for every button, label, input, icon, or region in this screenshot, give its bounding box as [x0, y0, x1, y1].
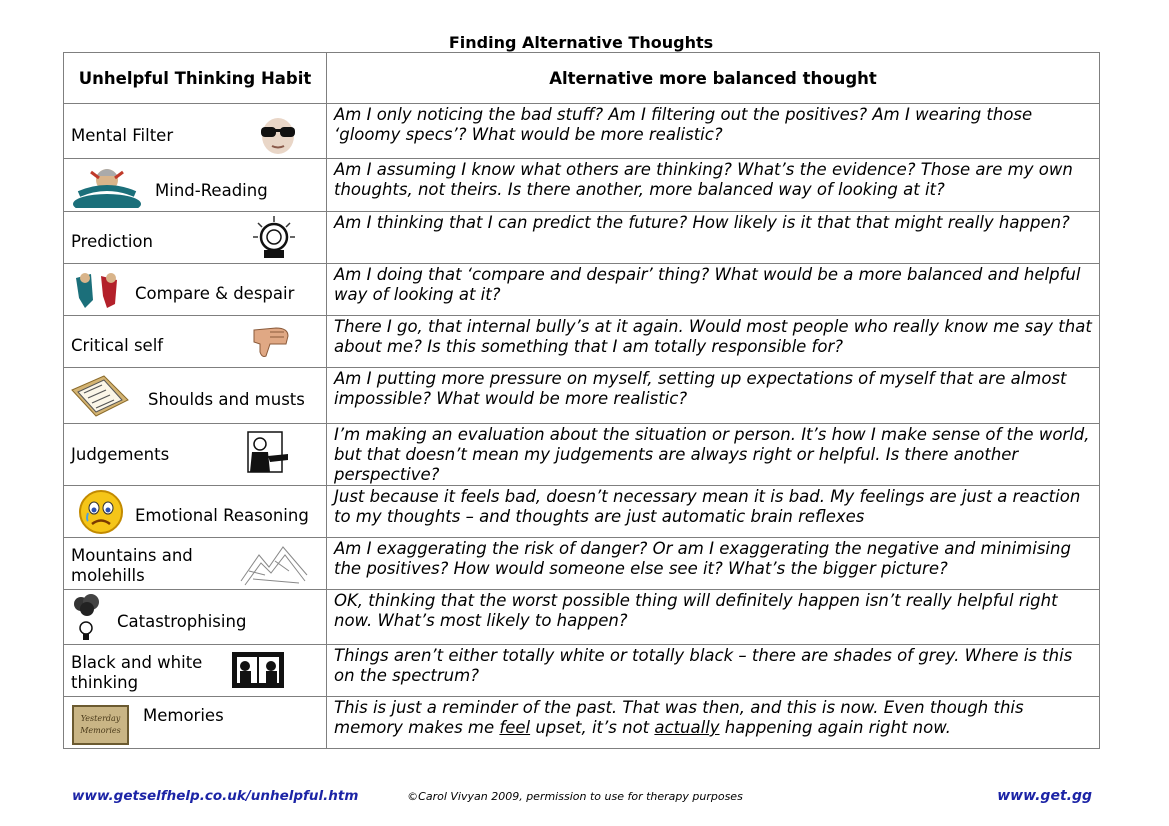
alternative-cell: Things aren’t either totally white or totally black – there are shades of grey. Where is this on the spectrum? [327, 645, 1100, 697]
footer-copyright: ©Carol Vivyan 2009, permission to use for therapy purposes [407, 790, 743, 803]
crystal-ball-icon [252, 215, 296, 261]
header-row [64, 53, 1100, 104]
table-row [64, 212, 1100, 264]
alternative-cell: Am I putting more pressure on myself, setting up expectations of myself that are almost impossible? What would be more realistic? [327, 368, 1100, 424]
table-row [64, 424, 1100, 486]
table-row [64, 697, 1100, 749]
habit-label: Mental Filter [71, 126, 174, 145]
alternative-cell: I’m making an evaluation about the situation or person. It’s how I make sense of the world, but that doesn’t mean my judgements are always right or helpful. Is there another perspective? [327, 424, 1100, 486]
alternative-cell: Am I only noticing the bad stuff? Am I filtering out the positives? Am I wearing those ‘gloomy specs’? What would be more realistic? [327, 104, 1100, 159]
habit-label: Prediction [71, 232, 153, 251]
habit-cell [64, 212, 327, 264]
judge-icon [240, 430, 292, 478]
alt-text: This is just a reminder of the past. That was then, and this is now. Even though this memory makes me [334, 698, 1024, 737]
habit-cell [64, 368, 327, 424]
habit-cell [64, 538, 327, 590]
habit-cell [64, 316, 327, 368]
alternative-cell: OK, thinking that the worst possible thing will definitely happen isn’t really helpful right now. What’s most likely to happen? [327, 590, 1100, 645]
habit-cell [64, 264, 327, 316]
alternative-cell: There I go, that internal bully’s at it again. Would most people who really know me say that about me? Is this something that I am totally responsible for? [327, 316, 1100, 368]
table-row [64, 590, 1100, 645]
habit-label: Mind-Reading [155, 181, 268, 200]
alternative-cell: Am I assuming I know what others are thinking? What’s the evidence? Those are my own thoughts, not theirs. Is there another, more balanced way of looking at it? [327, 159, 1100, 212]
footer-link-left[interactable]: www.getselfhelp.co.uk/unhelpful.htm [72, 788, 359, 804]
compare-figures-icon [71, 270, 127, 310]
habit-column-header: Unhelpful Thinking Habit [64, 53, 327, 104]
alt-text: upset, it’s not [530, 718, 655, 737]
habit-label: Critical self [71, 336, 164, 355]
black-white-icon [231, 651, 285, 689]
alternative-cell [327, 697, 1100, 749]
yesterday-memories-icon: Yesterday Memories [72, 705, 129, 745]
alternative-column-header: Alternative more balanced thought [327, 53, 1100, 104]
habit-cell [64, 645, 327, 697]
habit-cell [64, 697, 327, 749]
table-row [64, 538, 1100, 590]
habit-cell [64, 424, 327, 486]
habit-cell [64, 104, 327, 159]
checklist-icon [68, 372, 132, 418]
habit-label: Judgements [71, 445, 170, 464]
habit-cell [64, 159, 327, 212]
alt-underlined-feel: feel [499, 718, 531, 737]
mountains-icon [239, 541, 309, 587]
habit-label: Compare & despair [135, 284, 295, 303]
habit-label: Mountains and molehills [71, 546, 193, 585]
alt-text: happening again right now. [719, 718, 951, 737]
table-row [64, 264, 1100, 316]
table-row [64, 104, 1100, 159]
table-row [64, 645, 1100, 697]
habit-label: Emotional Reasoning [135, 506, 309, 525]
table-row [64, 368, 1100, 424]
habit-label: Catastrophising [117, 612, 247, 631]
habit-label: Memories [143, 706, 224, 725]
alternative-cell: Am I doing that ‘compare and despair’ thing? What would be a more balanced and helpful way of looking at it? [327, 264, 1100, 316]
table-row [64, 159, 1100, 212]
habit-cell [64, 486, 327, 538]
footer-link-right[interactable]: www.get.gg [997, 788, 1092, 804]
habit-label: Shoulds and musts [148, 390, 305, 409]
table-row [64, 486, 1100, 538]
habit-label: Black and white thinking [71, 653, 203, 692]
thoughts-table [63, 52, 1100, 749]
sunglasses-icon [256, 114, 300, 154]
alternative-cell: Just because it feels bad, doesn’t necessary mean it is bad. My feelings are just a reaction to my thoughts – and thoughts are just automatic brain reflexes [327, 486, 1100, 538]
habit-cell [64, 590, 327, 645]
storm-cloud-icon [71, 594, 103, 642]
alternative-cell: Am I exaggerating the risk of danger? Or am I exaggerating the negative and minimising the positives? How would someone else see it? What’s the bigger picture? [327, 538, 1100, 590]
alternative-cell: Am I thinking that I can predict the future? How likely is it that that might really happen? [327, 212, 1100, 264]
page-title: Finding Alternative Thoughts [448, 33, 714, 52]
alt-underlined-actually: actually [654, 718, 720, 737]
thumbs-down-icon [250, 324, 292, 360]
sad-face-icon [78, 489, 124, 535]
table-row [64, 316, 1100, 368]
mind-reader-icon [69, 162, 145, 208]
